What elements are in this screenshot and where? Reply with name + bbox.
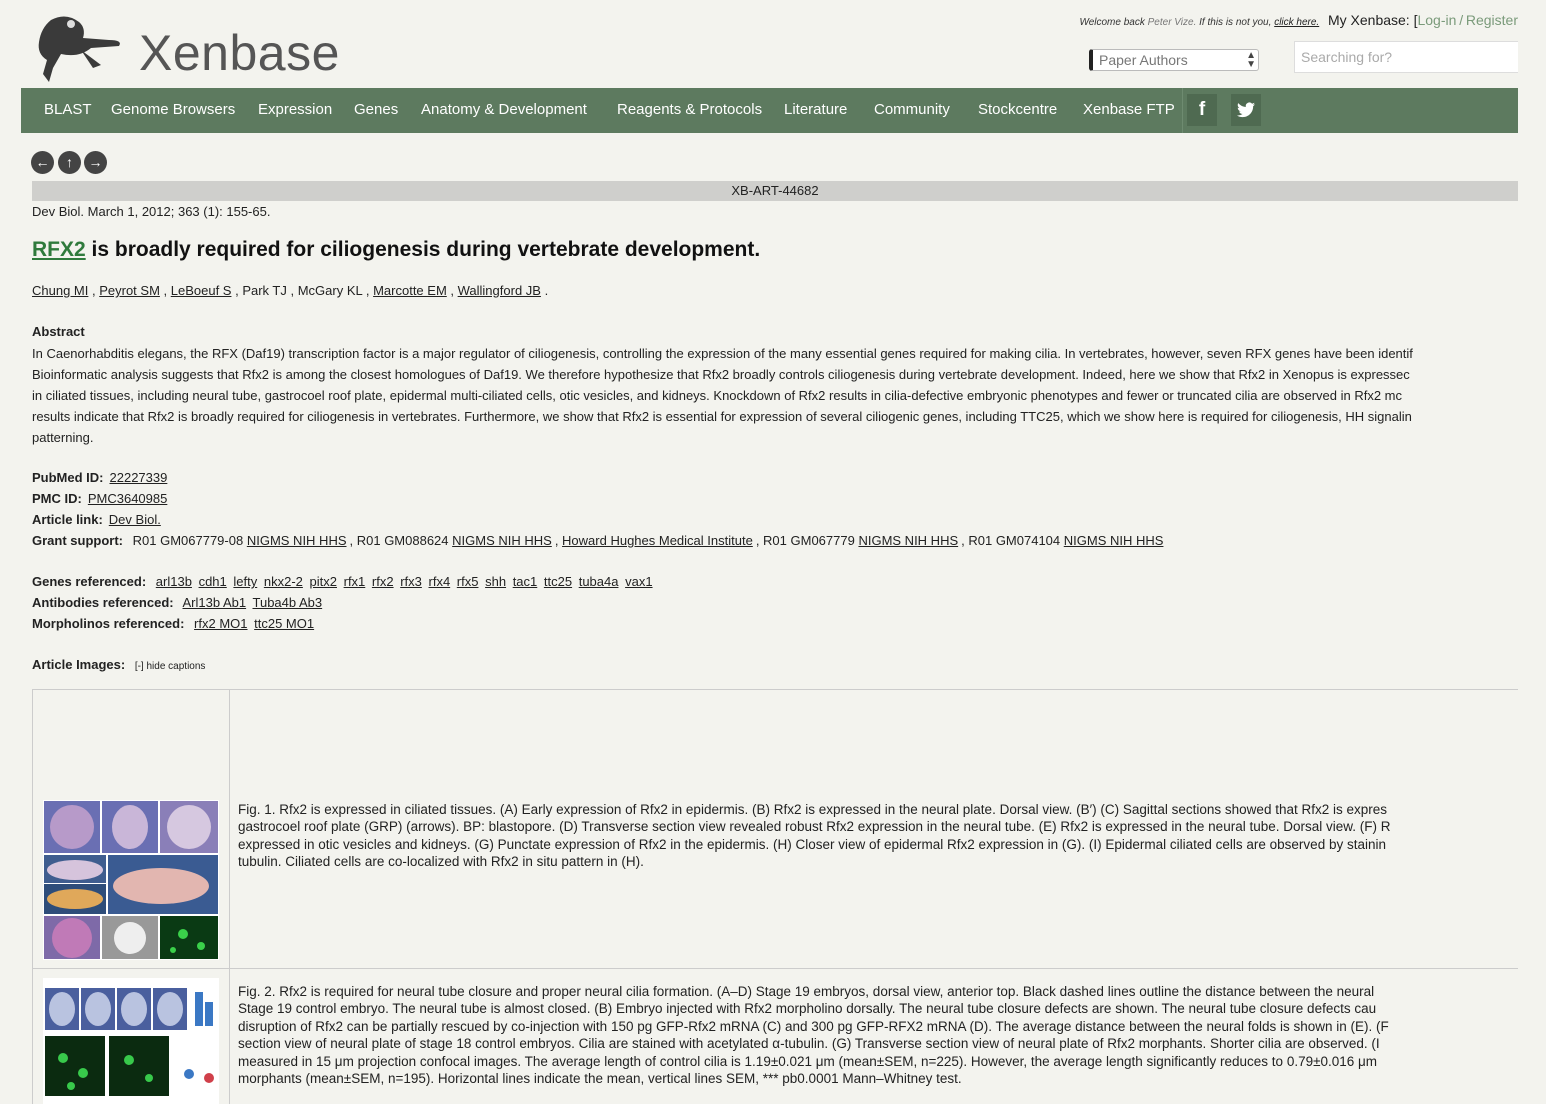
gene-link[interactable]: rfx5 [456,574,479,589]
antibody-link[interactable]: Tuba4b Ab3 [252,595,323,610]
back-arrow-icon[interactable]: ← [31,151,54,174]
author-link[interactable]: Wallingford JB [457,283,541,298]
search-type-select[interactable] [1089,49,1259,71]
xenbase-logo[interactable] [31,10,340,85]
article-link[interactable]: Dev Biol. [108,512,161,527]
grant-org-link[interactable]: Howard Hughes Medical Institute [562,533,753,548]
row-divider [33,968,1518,969]
author-name: McGary KL [297,283,363,298]
nav-expression[interactable]: Expression [258,101,333,118]
caption-line: expressed in otic vesicles and kidneys. (G) Punctate expression of Rfx2 in the epidermis. (H) Closer view of epidermal Rfx2 expression in (G). (I) Epidermal ciliated cells are observed by stainin [238,836,1386,852]
antibodies-label: Antibodies referenced: [32,595,174,610]
morpholinos-row [32,616,317,631]
gene-link[interactable]: ttc25 [543,574,573,589]
not-you-text: If this is not you, [1199,17,1272,28]
morpholinos-label: Morpholinos referenced: [32,616,185,631]
grant-code: R01 GM067779-08 [132,533,244,548]
caption-line: Fig. 1. Rfx2 is expressed in ciliated tissues. (A) Early expression of Rfx2 in epidermis. (B) Rfx2 is expressed in the neural plate. Dorsal view. (B′) (C) Sagittal sections showed that Rfx2 is expres [238,802,1387,817]
welcome-bar [1079,12,1518,28]
grant-org-link[interactable]: NIGMS NIH HHS [1063,533,1164,548]
site-name: Xenbase [139,25,340,81]
abstract-line: patterning. [32,430,94,445]
article-title [32,238,760,262]
pubmed-row [32,470,170,485]
caption-line: Fig. 2. Rfx2 is required for neural tube closure and proper neural cilia formation. (A–D) Stage 19 embryos, dorsal view, anterior top. Black dashed lines outline the distance between the neural [238,984,1375,999]
frog-icon [31,10,131,85]
gene-link[interactable]: tuba4a [578,574,619,589]
antibodies-row [32,595,325,610]
grant-org-link[interactable]: NIGMS NIH HHS [858,533,959,548]
grant-code: R01 GM074104 [968,533,1061,548]
gene-link[interactable]: arl13b [155,574,192,589]
search-placeholder: Searching for? [1301,49,1393,65]
caption-line: section view of neural plate of stage 18 control embryos. Cilia are stained with acetylated α-tubulin. (G) Transverse section view of neural plate of Rfx2 morphants. Shorter cilia are observed. (I [238,1036,1380,1052]
article-images-label: Article Images: [32,657,126,672]
figure-2-thumbnail[interactable] [43,978,219,1104]
grant-row: Grant support: R01 GM067779-08 NIGMS NIH HHS , R01 GM088624 NIGMS NIH HHS , Howard Hughes Medical Institute , R01 GM067779 NIGMS NIH HHS , R01 GM074104 NIGMS NIH HHS [32,533,1164,548]
nav-stockcentre[interactable]: Stockcentre [978,101,1058,118]
figures-table [32,689,1518,1104]
article-link-label: Article link: [32,512,103,527]
welcome-prefix: Welcome back [1079,17,1145,28]
author-list: Chung MI , Peyrot SM , LeBoeuf S , Park TJ , McGary KL , Marcotte EM , Wallingford JB . [32,283,549,298]
abstract-heading: Abstract [32,324,85,339]
twitter-icon[interactable] [1231,94,1261,126]
my-xenbase-label: My Xenbase: [ [1327,12,1418,28]
caption-line: gastrocoel roof plate (GRP) (arrows). BP: blastopore. (D) Transverse section view revealed robust Rfx2 expression in the neural tube. (E) Rfx2 is expressed in the neural tube. Dorsal view. (F) R [238,819,1391,835]
page [21,0,1518,1104]
figure-2-caption [238,983,1518,1087]
nav-reagents[interactable]: Reagents & Protocols [617,101,763,118]
author-link[interactable]: Marcotte EM [373,283,447,298]
gene-link[interactable]: tac1 [512,574,538,589]
grant-label: Grant support: [32,533,123,548]
click-here-link[interactable]: click here. [1274,17,1320,28]
grant-org-link[interactable]: NIGMS NIH HHS [246,533,347,548]
caption-line: disruption of Rfx2 can be partially rescued by co-injection with 150 pg GFP-Rfx2 mRNA (C) and 300 pg GFP-RFX2 mRNA (D). The average distance between the neural folds is shown in (E). (F [238,1018,1389,1034]
pubmed-label: PubMed ID: [32,470,104,485]
gene-link[interactable]: shh [485,574,507,589]
nav-community[interactable]: Community [874,101,950,118]
nav-genome-browsers[interactable]: Genome Browsers [111,101,236,118]
pmc-link[interactable]: PMC3640985 [87,491,168,506]
caption-line: tubulin. Ciliated cells are co-localized with Rfx2 in situ pattern in (H). [238,854,644,870]
nav-xenbase-ftp[interactable]: Xenbase FTP [1083,101,1175,118]
search-input[interactable] [1294,41,1518,73]
nav-blast[interactable]: BLAST [44,101,92,118]
gene-link[interactable]: pitx2 [309,574,337,589]
abstract-line: In Caenorhabditis elegans, the RFX (Daf19) transcription factor is a major regulator of ciliogenesis, controlling the expression of the many essential genes required for making cilia. In vertebrates, however, seven RFX genes have been identif [32,346,1413,361]
citation: Dev Biol. March 1, 2012; 363 (1): 155-65. [32,204,271,219]
slash: / [1459,12,1464,28]
article-images-heading [32,657,205,672]
caption-line: morphants (mean±SEM, n=195). Horizontal lines indicate the mean, vertical lines SEM, *** pb0.0001 Mann–Whitney test. [238,1071,962,1087]
pmc-label: PMC ID: [32,491,82,506]
facebook-icon[interactable]: f [1187,94,1217,126]
genes-row [32,574,656,589]
gene-link[interactable]: vax1 [625,574,653,589]
gene-link[interactable]: cdh1 [198,574,227,589]
register-link[interactable]: Register [1465,12,1518,28]
morpholino-link[interactable]: ttc25 MO1 [254,616,315,631]
pmc-row [32,491,170,506]
antibody-link[interactable]: Arl13b Ab1 [182,595,247,610]
select-arrows-icon: ▲ ▼ [1246,50,1256,70]
caption-line: Stage 19 control embryo. The neural tube is almost closed. (B) Embryo injected with Rfx2 morpholino dorsally. The neural tube closure defects are shown. The neural tube closure defects cau [238,1001,1377,1017]
morpholino-link[interactable]: rfx2 MO1 [194,616,248,631]
abstract-line: results indicate that Rfx2 is broadly required for ciliogenesis in vertebrates. Furthermore, we show that Rfx2 is essential for expression of several ciliogenic genes, including TTC25, which we show here is required for ciliogenesis, HH signalin [32,409,1412,424]
main-nav [21,88,1518,133]
gene-link[interactable]: rfx2 [371,574,394,589]
up-arrow-icon[interactable]: ↑ [58,151,81,174]
forward-arrow-icon[interactable]: → [84,151,107,174]
nav-literature[interactable]: Literature [784,101,848,118]
search-type-value: Paper Authors [1099,52,1188,68]
nav-genes[interactable]: Genes [354,101,399,118]
author-name: Park TJ [242,283,287,298]
abstract-text [32,343,1518,448]
login-link[interactable]: Log-in [1417,12,1457,28]
figure-1-thumbnail[interactable] [43,800,219,960]
nav-anatomy[interactable]: Anatomy & Development [421,101,587,118]
title-text: is broadly required for ciliogenesis during vertebrate development. [85,238,761,261]
grant-code: R01 GM088624 [356,533,449,548]
grant-code: R01 GM067779 [763,533,855,548]
gene-link[interactable]: lefty [233,574,258,589]
nav-divider [1182,88,1183,133]
gene-link[interactable]: rfx1 [343,574,366,589]
grant-org-link[interactable]: NIGMS NIH HHS [452,533,552,548]
abstract-line: Bioinformatic analysis suggests that Rfx2 is among the closest homologues of Daf19. We therefore hypothesize that Rfx2 broadly controls ciliogenesis during vertebrate development. Indeed, here we show that Rfx2 in Xenopus is expressec [32,367,1410,382]
article-link-row [32,512,164,527]
article-id-bar: XB-ART-44682 [32,181,1518,201]
user-name: Peter Vize. [1147,17,1197,28]
gene-link[interactable]: nkx2-2 [263,574,303,589]
author-link[interactable]: Chung MI [32,283,89,298]
gene-link[interactable]: rfx3 [400,574,422,589]
author-link[interactable]: LeBoeuf S [170,283,232,298]
gene-link[interactable]: rfx4 [428,574,451,589]
title-gene-link[interactable]: RFX2 [32,238,86,261]
genes-label: Genes referenced: [32,574,147,589]
hide-captions-toggle[interactable]: [-] hide captions [134,661,206,672]
figure-1-caption [238,801,1518,871]
author-link[interactable]: Peyrot SM [99,283,160,298]
pubmed-link[interactable]: 22227339 [109,470,168,485]
abstract-line: in ciliated tissues, including neural tube, gastrocoel roof plate, epidermal multi-ciliated cells, otic vesicles, and kidneys. Knockdown of Rfx2 results in cilia-defective embryonic phenotypes and fewer or truncated cilia are observed in Rfx2 mc [32,388,1403,403]
caption-line: measured in 15 μm projection confocal images. The average length of control cilia is 1.19±0.021 μm (mean±SEM, n=225). However, the average length significantly reduces to 0.79±0.016 μm [238,1053,1378,1069]
